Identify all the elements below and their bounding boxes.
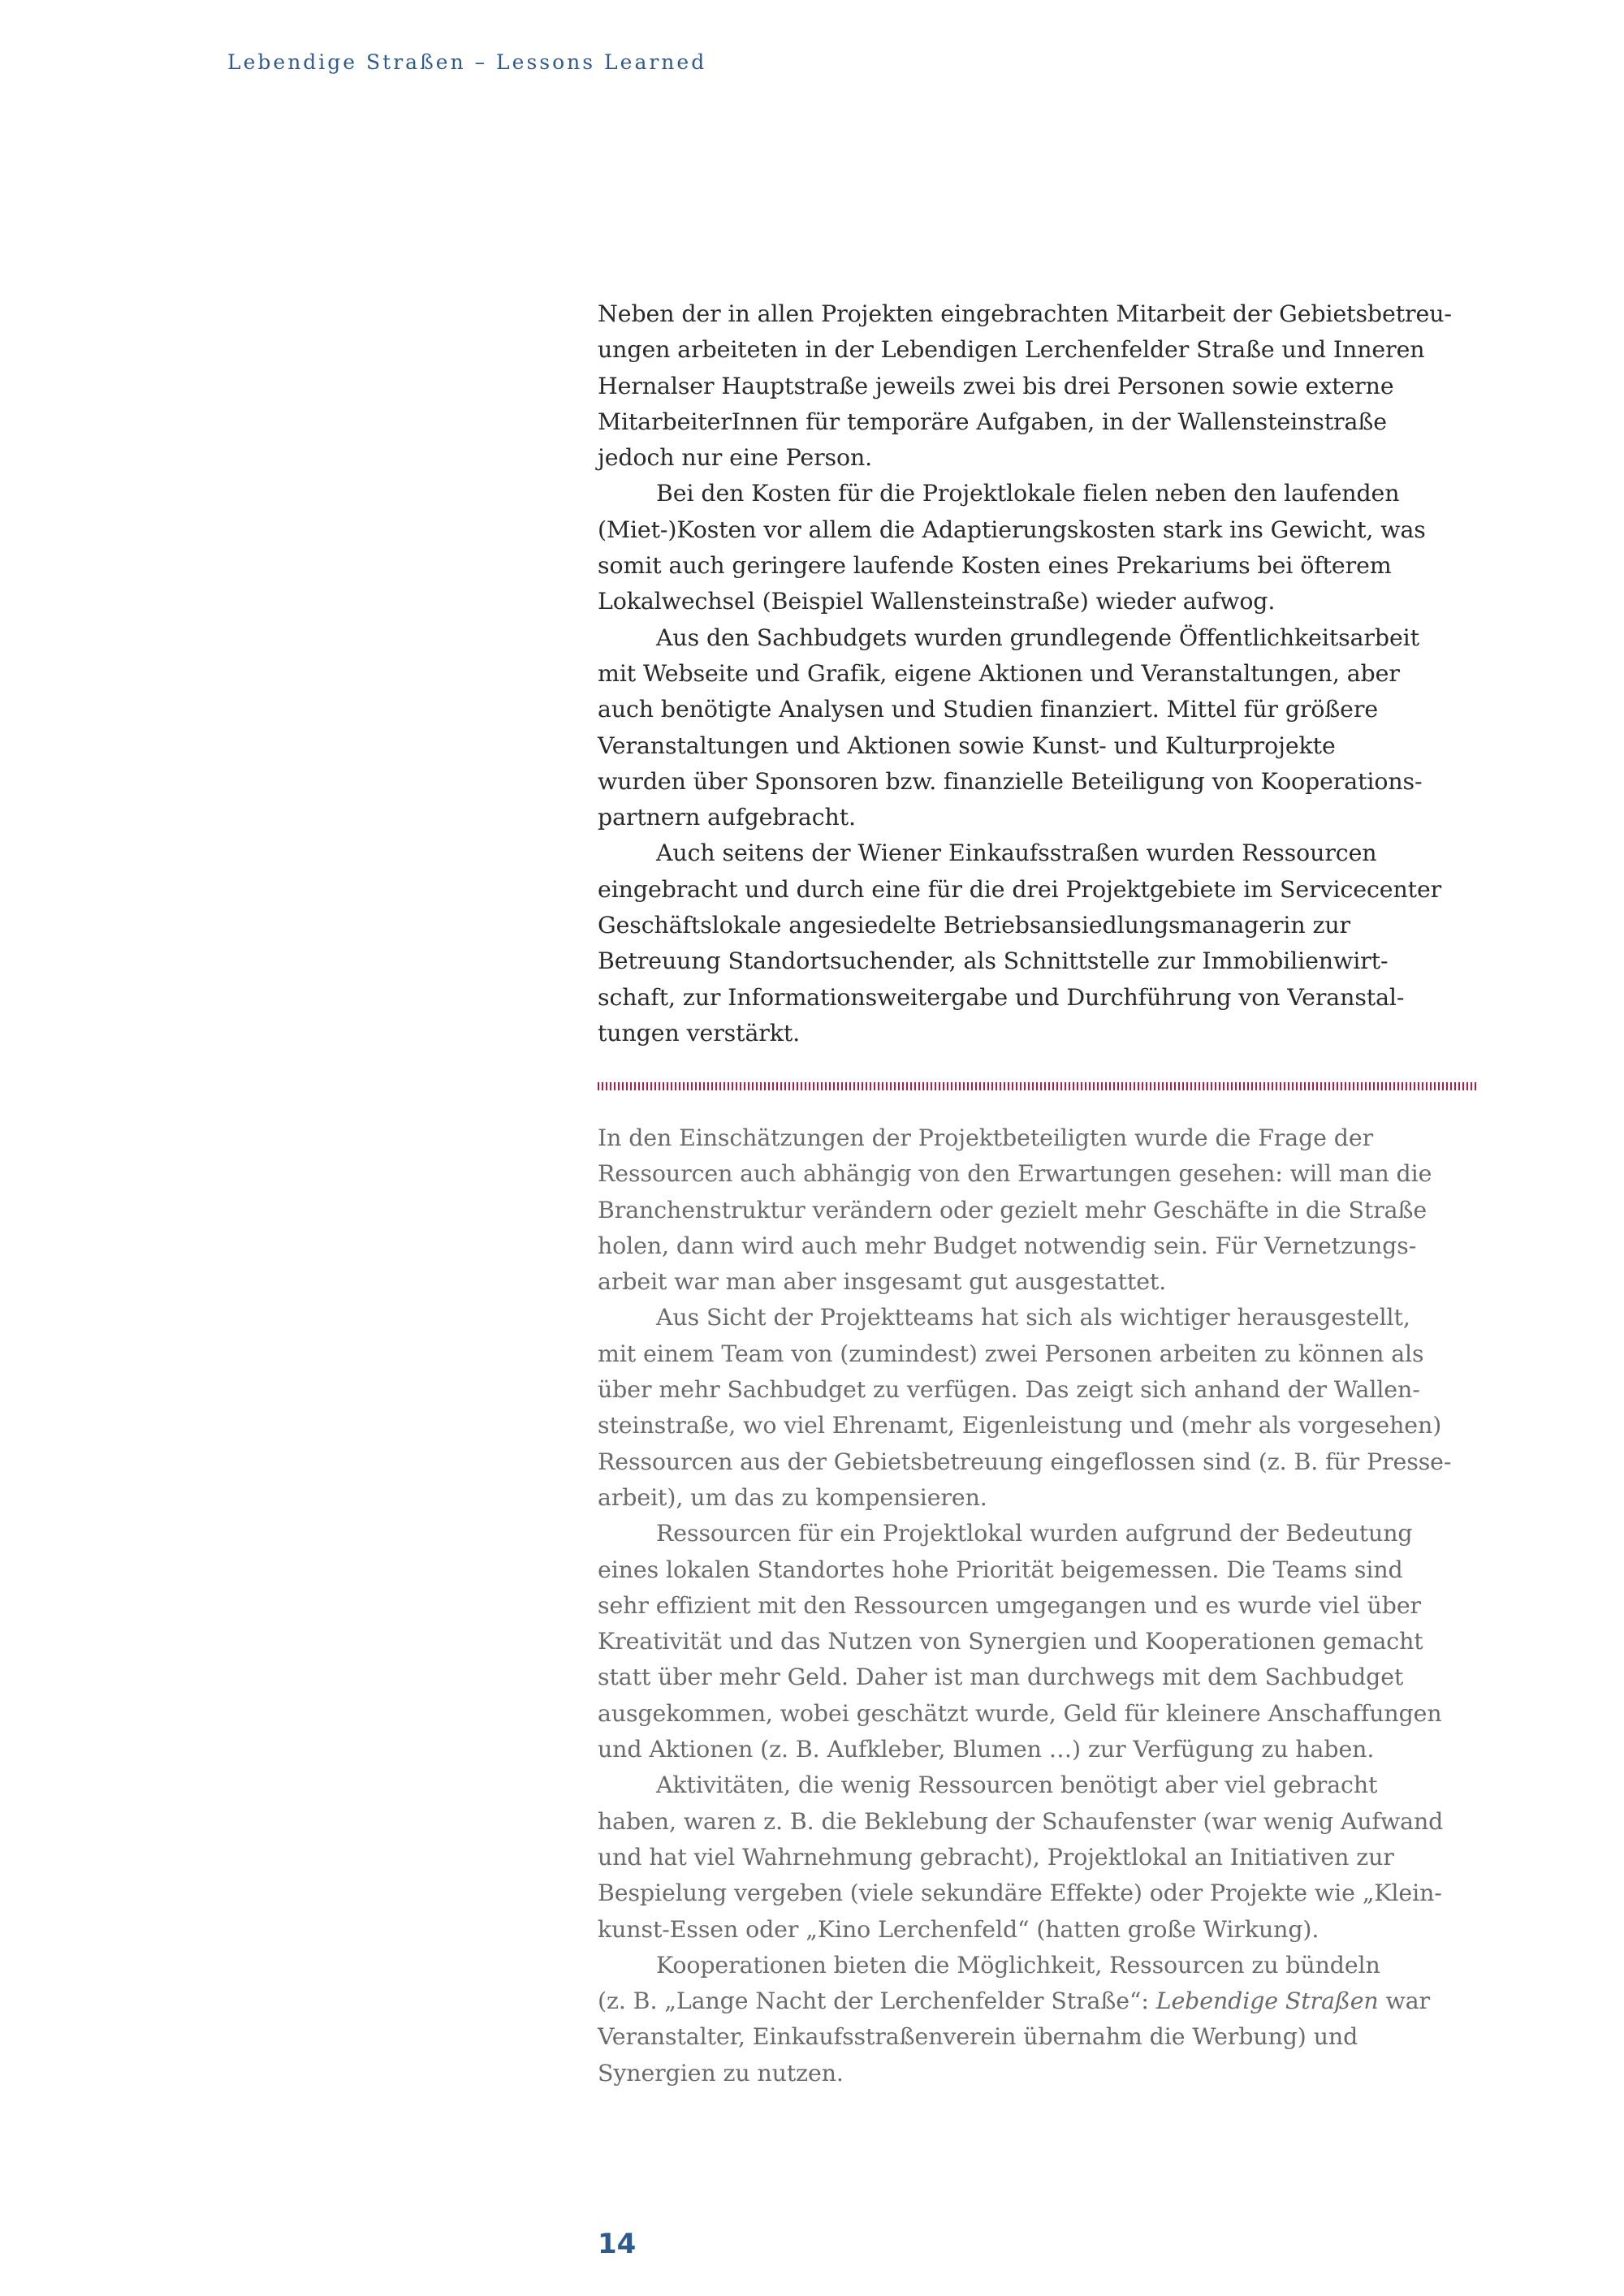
text-line: Bei den Kosten für die Projektlokale fielen neben den laufenden bbox=[656, 480, 1400, 507]
text-line: tungen verstärkt. bbox=[598, 1019, 801, 1047]
page-number: 14 bbox=[598, 2228, 637, 2260]
text-segment: war bbox=[1378, 1987, 1431, 2015]
text-line: mit einem Team von (zumindest) zwei Personen arbeiten zu können als bbox=[598, 1340, 1424, 1367]
text-line: ausgekommen, wobei geschätzt wurde, Geld für kleinere Anschaffungen bbox=[598, 1699, 1442, 1727]
text-line: Kreativität und das Nutzen von Synergien und Kooperationen gemacht bbox=[598, 1628, 1423, 1655]
text-line: wurden über Sponsoren bzw. finanzielle Beteiligung von Kooperations- bbox=[598, 767, 1423, 795]
text-line: somit auch geringere laufende Kosten eines Prekariums bei öfterem bbox=[598, 552, 1392, 580]
text-line: Betreuung Standortsuchender, als Schnittstelle zur Immobilienwirt- bbox=[598, 947, 1389, 975]
text-line: jedoch nur eine Person. bbox=[598, 444, 873, 472]
text-line: Neben der in allen Projekten eingebrachten Mitarbeit der Gebietsbetreu- bbox=[598, 300, 1452, 327]
text-line: Hernalser Hauptstraße jeweils zwei bis drei Personen sowie externe bbox=[598, 372, 1394, 399]
text-line: und hat viel Wahrnehmung gebracht), Projektlokal an Initiativen zur bbox=[598, 1843, 1394, 1871]
text-line: arbeit war man aber insgesamt gut ausgestattet. bbox=[598, 1268, 1167, 1296]
text-segment: (z. B. „Lange Nacht der Lerchenfelder Straße“: bbox=[598, 1987, 1156, 2015]
text-line: Auch seitens der Wiener Einkaufsstraßen wurden Ressourcen bbox=[656, 839, 1377, 867]
text-line: sehr effizient mit den Ressourcen umgegangen und es wurde viel über bbox=[598, 1591, 1422, 1619]
text-line: steinstraße, wo viel Ehrenamt, Eigenleistung und (mehr als vorgesehen) bbox=[598, 1412, 1442, 1439]
text-line: eines lokalen Standortes hohe Priorität beigemessen. Die Teams sind bbox=[598, 1556, 1403, 1583]
text-line: Ressourcen aus der Gebietsbetreuung eingeflossen sind (z. B. für Presse- bbox=[598, 1448, 1452, 1475]
text-line: Aktivitäten, die wenig Ressourcen benötigt aber viel gebracht bbox=[656, 1772, 1378, 1799]
text-line: schaft, zur Informationsweitergabe und Durchführung von Veranstal- bbox=[598, 983, 1405, 1011]
assessment-text-block bbox=[598, 1120, 1483, 2091]
text-line: kunst-Essen oder „Kino Lerchenfeld“ (hatten große Wirkung). bbox=[598, 1915, 1320, 1943]
text-line: Aus Sicht der Projektteams hat sich als wichtiger herausgestellt, bbox=[656, 1304, 1410, 1331]
text-line: Aus den Sachbudgets wurden grundlegende Öffentlichkeitsarbeit bbox=[656, 624, 1419, 651]
running-header: Lebendige Straßen – Lessons Learned bbox=[227, 50, 707, 74]
text-line: Lokalwechsel (Beispiel Wallensteinstraße) wieder aufwog. bbox=[598, 588, 1276, 615]
text-line: Veranstaltungen und Aktionen sowie Kunst- und Kulturprojekte bbox=[598, 732, 1336, 759]
text-line: haben, waren z. B. die Beklebung der Schaufenster (war wenig Aufwand bbox=[598, 1807, 1444, 1835]
text-line: In den Einschätzungen der Projektbeteiligten wurde die Frage der bbox=[598, 1124, 1374, 1151]
text-line: statt über mehr Geld. Daher ist man durchwegs mit dem Sachbudget bbox=[598, 1664, 1404, 1691]
text-line: über mehr Sachbudget zu verfügen. Das zeigt sich anhand der Wallen- bbox=[598, 1376, 1420, 1404]
text-line: Ressourcen auch abhängig von den Erwartungen gesehen: will man die bbox=[598, 1160, 1432, 1188]
text-line: holen, dann wird auch mehr Budget notwendig sein. Für Vernetzungs- bbox=[598, 1232, 1417, 1259]
text-line: Bespielung vergeben (viele sekundäre Effekte) oder Projekte wie „Klein- bbox=[598, 1880, 1442, 1907]
text-line: Geschäftslokale angesiedelte Betriebsansiedlungsmanagerin zur bbox=[598, 912, 1350, 939]
text-line: und Aktionen (z. B. Aufkleber, Blumen …) zur Verfügung zu haben. bbox=[598, 1736, 1375, 1763]
text-line: ungen arbeiteten in der Lebendigen Lerchenfelder Straße und Inneren bbox=[598, 336, 1425, 364]
text-line: Ressourcen für ein Projektlokal wurden aufgrund der Bedeutung bbox=[656, 1520, 1413, 1547]
text-line: eingebracht und durch eine für die drei Projektgebiete im Servicecenter bbox=[598, 875, 1442, 903]
text-line bbox=[598, 1983, 1483, 2019]
text-line: arbeit), um das zu kompensieren. bbox=[598, 1483, 987, 1511]
text-line: partnern aufgebracht. bbox=[598, 804, 856, 831]
italic-project-name: Lebendige Straßen bbox=[1155, 1987, 1379, 2015]
text-line: (Miet-)Kosten vor allem die Adaptierungskosten stark ins Gewicht, was bbox=[598, 516, 1426, 543]
text-line: MitarbeiterInnen für temporäre Aufgaben, in der Wallensteinstraße bbox=[598, 408, 1387, 435]
main-text-block bbox=[598, 296, 1483, 1051]
section-divider bbox=[598, 1082, 1476, 1090]
text-line: auch benötigte Analysen und Studien finanziert. Mittel für größere bbox=[598, 696, 1379, 723]
text-line: Veranstalter, Einkaufsstraßenverein übernahm die Werbung) und bbox=[598, 2023, 1358, 2051]
text-line: Branchenstruktur verändern oder gezielt mehr Geschäfte in die Straße bbox=[598, 1196, 1427, 1224]
text-line: Kooperationen bieten die Möglichkeit, Ressourcen zu bündeln bbox=[656, 1951, 1380, 1979]
text-line: Synergien zu nutzen. bbox=[598, 2059, 844, 2087]
text-line: mit Webseite und Grafik, eigene Aktionen und Veranstaltungen, aber bbox=[598, 659, 1400, 687]
